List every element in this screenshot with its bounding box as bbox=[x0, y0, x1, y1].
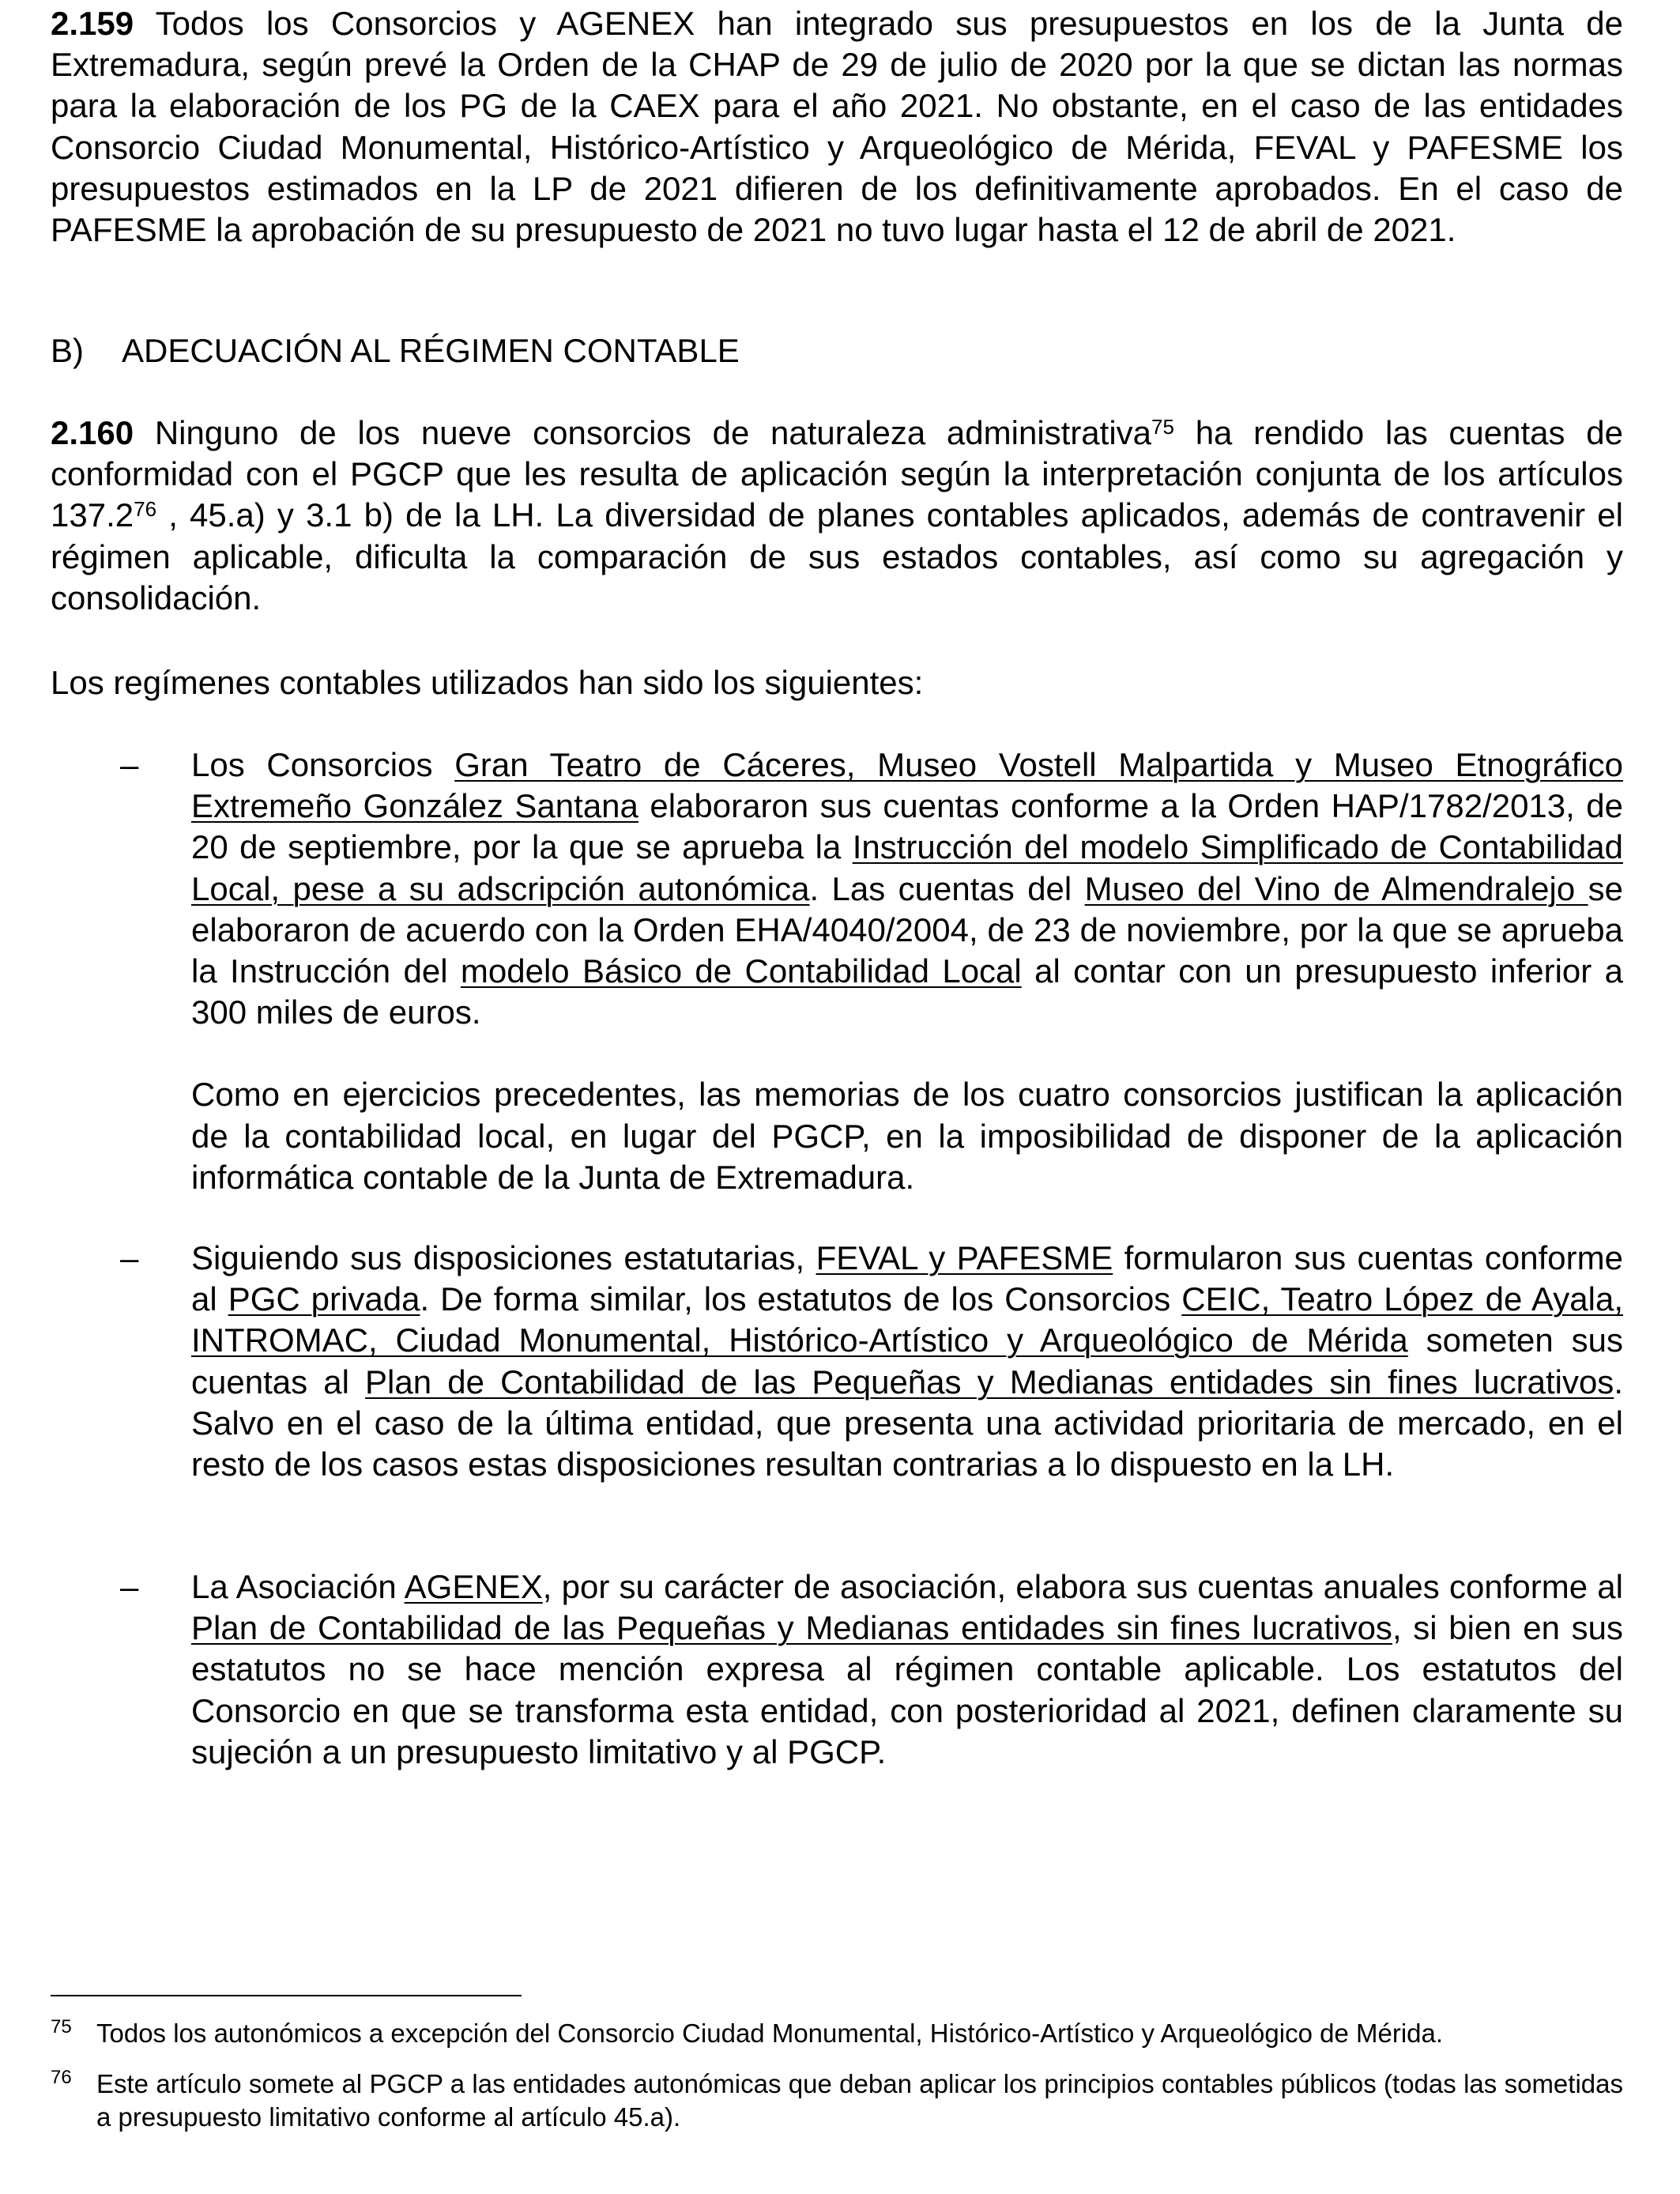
underlined-text: Museo del Vino de Almendralejo bbox=[1084, 869, 1588, 907]
footnote-text: Todos los autonómicos a excepción del Consorcio Ciudad Monumental, Histórico-Artístico y Arqueológico de Mérida. bbox=[96, 2019, 1444, 2048]
text-segment: se elaboraron de acuerdo con la Orden EHA/4040/2004, de 23 de noviembre, por la que se aprueba la Instrucción del bbox=[191, 869, 1623, 990]
dash-bullet: – bbox=[120, 746, 139, 783]
footnote-separator bbox=[51, 1995, 522, 1996]
underlined-text: AGENEX bbox=[404, 1568, 543, 1605]
list-item bbox=[51, 1566, 1623, 1773]
paragraph-text: Todos los Consorcios y AGENEX han integrado sus presupuestos en los de la Junta de Extremadura, según prevé la Orden de la CHAP de 29 de julio de 2020 por la que se dictan las normas para la elaboración de los PG de la CAEX para el año 2021. No obstante, en el caso de las entidades Consorcio Ciudad Monumental, Histórico-Artístico y Arqueológico de Mérida, FEVAL y PAFESME los presupuestos estimados en la LP de 2021 difieren de los definitivamente aprobados. En el caso de PAFESME la aprobación de su presupuesto de 2021 no tuvo lugar hasta el 12 de abril de 2021. bbox=[51, 5, 1623, 249]
text-segment: La Asociación bbox=[191, 1568, 405, 1605]
underlined-text: Gran Teatro de Cáceres, Museo Vostell Malpartida y Museo Etnográfico Extremeño González Santana bbox=[191, 746, 1623, 825]
underlined-text: CEIC, Teatro López de Ayala, INTROMAC, Ciudad Monumental, Histórico-Artístico y Arqueológico de Mérida bbox=[191, 1280, 1624, 1359]
footnote-text: Este artículo somete al PGCP a las entidades autonómicas que deban aplicar los principios contables públicos (todas las sometidas a presupuesto limitativo conforme al artículo 45.a). bbox=[96, 2069, 1623, 2132]
text-segment: someten sus cuentas al bbox=[191, 1321, 1623, 1400]
section-title: ADECUACIÓN AL RÉGIMEN CONTABLE bbox=[122, 332, 740, 369]
text-segment: Los Consorcios bbox=[191, 746, 455, 783]
text-segment: al contar con un presupuesto inferior a 300 miles de euros. bbox=[191, 952, 1623, 1031]
underlined-text: modelo Básico de Contabilidad Local bbox=[460, 952, 1022, 990]
section-letter: B) bbox=[51, 332, 84, 369]
paragraph-text: Ninguno de los nueve consorcios de naturaleza administrativa bbox=[134, 414, 1152, 451]
text-segment: formularon sus cuentas conforme al bbox=[191, 1239, 1623, 1318]
text-segment: ha rendido las cuentas de conformidad con el PGCP que les resulta de aplicación según la interpretación conjunta de los artículos 137.2 bbox=[51, 414, 1623, 534]
text-segment: , por su carácter de asociación, elabora sus cuentas anuales conforme al bbox=[542, 1568, 1623, 1605]
dash-bullet: – bbox=[120, 1239, 139, 1276]
paragraph-2-159 bbox=[51, 3, 1623, 251]
text-segment: . Salvo en el caso de la última entidad, que presenta una actividad prioritaria de mercado, en el resto de los casos estas disposiciones resultan contrarias a lo dispuesto en la LH. bbox=[191, 1363, 1623, 1483]
underlined-text: Instrucción del modelo Simplificado de Contabilidad Local, pese a su adscripción autonómica bbox=[191, 828, 1623, 907]
list-item bbox=[51, 745, 1623, 1198]
paragraph-number: 2.159 bbox=[51, 5, 134, 42]
text-segment: Los regímenes contables utilizados han sido los siguientes: bbox=[51, 664, 924, 701]
underlined-text: Plan de Contabilidad de las Pequeñas y Medianas entidades sin fines lucrativos bbox=[191, 1609, 1392, 1647]
text-segment: . De forma similar, los estatutos de los Consorcios bbox=[420, 1280, 1182, 1318]
dash-bullet: – bbox=[120, 1568, 139, 1605]
text-segment: . Las cuentas del bbox=[809, 869, 1085, 907]
list-item bbox=[51, 1238, 1623, 1485]
footnote-76 bbox=[51, 2068, 1623, 2134]
text-segment: Siguiendo sus disposiciones estatutarias, bbox=[191, 1239, 816, 1276]
footnote-75 bbox=[51, 2017, 1623, 2050]
footnote-ref-76[interactable]: 76 bbox=[134, 497, 157, 522]
footnote-number: 76 bbox=[51, 2067, 72, 2088]
list-item-text bbox=[191, 1238, 1623, 1485]
underlined-text: Plan de Contabilidad de las Pequeñas y Medianas entidades sin fines lucrativos bbox=[365, 1363, 1614, 1400]
list-intro bbox=[51, 662, 1623, 703]
list-item-subparagraph: Como en ejercicios precedentes, las memorias de los cuatro consorcios justifican la aplicación de la contabilidad local, en lugar del PGCP, en la imposibilidad de disponer de la aplicación informática contable de la Junta de Extremadura. bbox=[191, 1076, 1623, 1196]
text-segment: , si bien en sus estatutos no se hace mención expresa al régimen contable aplicable. Los estatutos del Consorcio en que se transforma esta entidad, con posterioridad al 2021, definen claramente su sujeción a un presupuesto limitativo y al PGCP. bbox=[191, 1609, 1623, 1770]
paragraph-number: 2.160 bbox=[51, 414, 134, 451]
footnote-number: 75 bbox=[51, 2016, 72, 2038]
underlined-text: FEVAL y PAFESME bbox=[816, 1239, 1113, 1276]
text-segment: , 45.a) y 3.1 b) de la LH. La diversidad de planes contables aplicados, además de contravenir el régimen aplicable, dificulta la comparación de sus estados contables, así como su agregación y consolidación. bbox=[51, 496, 1623, 616]
section-heading bbox=[51, 330, 740, 371]
list-item-text bbox=[191, 1566, 1623, 1773]
footnote-ref-75[interactable]: 75 bbox=[1151, 415, 1174, 439]
paragraph-2-160 bbox=[51, 413, 1623, 619]
underlined-text: PGC privada bbox=[228, 1280, 420, 1318]
text-segment: elaboraron sus cuentas conforme a la Orden HAP/1782/2013, de 20 de septiembre, por la que se aprueba la bbox=[191, 787, 1623, 866]
list-item-text bbox=[191, 745, 1623, 1033]
